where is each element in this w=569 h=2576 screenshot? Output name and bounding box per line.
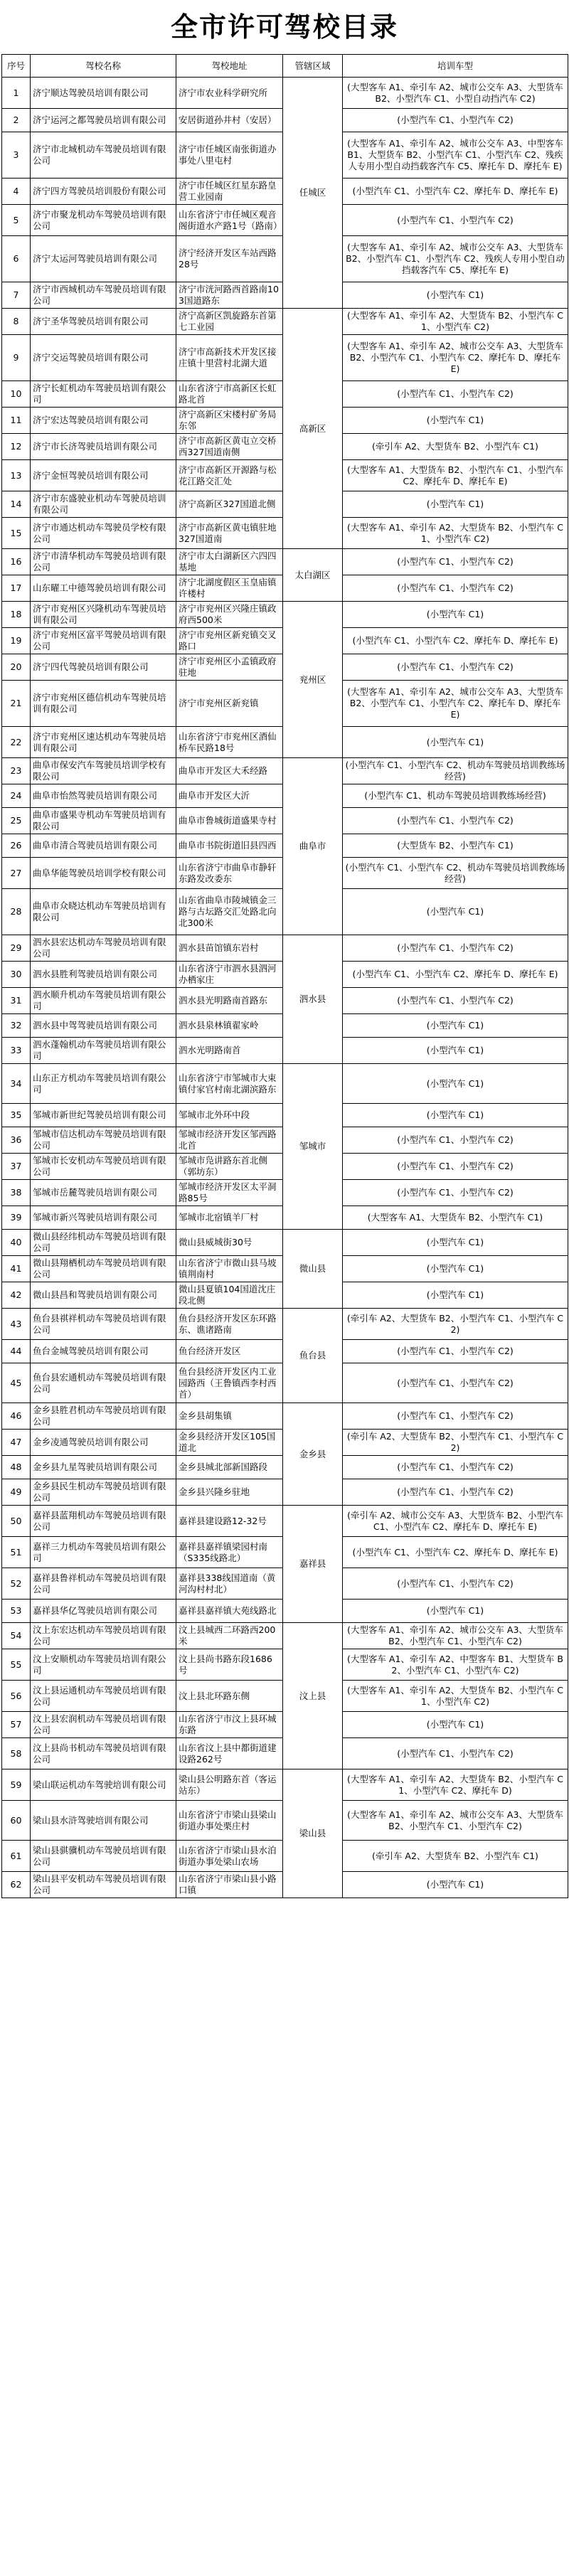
school-name: 济宁市长济驾驶员培训有限公司 [31, 434, 176, 460]
training-vehicle-types: (小型汽车 C1) [343, 1064, 568, 1104]
row-number: 31 [2, 988, 31, 1014]
training-vehicle-types: (大型客车 A1、大型货车 B2、小型汽车 C1) [343, 1206, 568, 1230]
row-number: 28 [2, 889, 31, 935]
row-number: 38 [2, 1180, 31, 1206]
school-name: 曲阜市清合驾驶员培训有限公司 [31, 834, 176, 858]
training-vehicle-types: (小型汽车 C1、小型汽车 C2) [343, 549, 568, 575]
row-number: 44 [2, 1340, 31, 1363]
table-row [2, 758, 568, 784]
school-name: 汶上东宏达机动车驾驶员培训有限公司 [31, 1623, 176, 1649]
school-address: 微山县夏镇104国道沈庄段北侧 [176, 1282, 283, 1309]
school-address: 山东省济宁市梁山县水泊街道办事处梁山农场 [176, 1841, 283, 1872]
training-vehicle-types: (小型汽车 C1、小型汽车 C2) [343, 381, 568, 408]
table-row [2, 1506, 568, 1537]
training-vehicle-types: (大型客车 A1、牵引车 A2、城市公交车 A3、大型货车 B2、小型汽车 C1、小型汽车 C2、摩托车 D、摩托车 E) [343, 335, 568, 381]
training-vehicle-types: (小型汽车 C1) [343, 1282, 568, 1309]
school-name: 邹城市长安机动车驾驶员培训有限公司 [31, 1154, 176, 1180]
school-address: 济宁经济开发区车站西路28号 [176, 236, 283, 282]
school-name: 嘉祥县蓝翔机动车驾驶员培训有限公司 [31, 1506, 176, 1537]
school-name: 鱼台县祺祥机动车驾驶员培训有限公司 [31, 1309, 176, 1340]
school-name: 微山县翔栖机动车驾驶员培训有限公司 [31, 1256, 176, 1282]
school-address: 济宁市高新区黄屯立交桥西327国道南侧 [176, 434, 283, 460]
school-name: 汶上县宏润机动车驾驶员培训有限公司 [31, 1712, 176, 1738]
header-school-name: 驾校名称 [31, 55, 176, 78]
row-number: 49 [2, 1479, 31, 1506]
row-number: 58 [2, 1738, 31, 1769]
training-vehicle-types: (小型汽车 C1、小型汽车 C2) [343, 1340, 568, 1363]
school-address: 泗水光明路南首 [176, 1038, 283, 1064]
school-name: 山东曜工中德驾驶员培训有限公司 [31, 575, 176, 602]
school-name: 泗水县胜利驾驶员培训有限公司 [31, 962, 176, 988]
jurisdiction-region: 金乡县 [283, 1403, 343, 1506]
school-name: 金乡县民生机动车驾驶员培训有限公司 [31, 1479, 176, 1506]
school-name: 梁山县平安机动车驾驶员培训有限公司 [31, 1872, 176, 1898]
school-name: 梁山县骐骥机动车驾驶员培训有限公司 [31, 1841, 176, 1872]
row-number: 45 [2, 1363, 31, 1403]
row-number: 10 [2, 381, 31, 408]
school-address: 济宁市高新区开源路与松花江路交汇处 [176, 460, 283, 491]
driving-school-table [1, 54, 568, 1898]
school-name: 济宁市东盛驶业机动车驾驶员培训有限公司 [31, 491, 176, 518]
school-name: 梁山联运机动车驾驶培训有限公司 [31, 1769, 176, 1801]
training-vehicle-types: (大型客车 A1、牵引车 A2、大型货车 B2、小型汽车 C1、小型汽车 C2) [343, 518, 568, 549]
training-vehicle-types: (大型客车 A1、牵引车 A2、城市公交车 A3、大型货车 B2、小型汽车 C1、小型汽车 C2) [343, 1801, 568, 1841]
school-address: 微山县威城街30号 [176, 1230, 283, 1256]
school-address: 济宁市高新区黄屯镇驻地327国道南 [176, 518, 283, 549]
school-address: 汶上县北环路东侧 [176, 1681, 283, 1712]
training-vehicle-types: (小型汽车 C1、小型汽车 C2、摩托车 D、摩托车 E) [343, 962, 568, 988]
table-row [2, 1769, 568, 1801]
school-address: 山东省济宁市梁山县梁山街道办事处栗庄村 [176, 1801, 283, 1841]
school-address: 济宁市农业科学研究所 [176, 78, 283, 109]
school-address: 鱼台经济开发区 [176, 1340, 283, 1363]
row-number: 46 [2, 1403, 31, 1430]
school-address: 济宁市兖州区新兖镇 [176, 681, 283, 727]
row-number: 4 [2, 179, 31, 205]
school-name: 鱼台县宏通机动车驾驶员培训有限公司 [31, 1363, 176, 1403]
row-number: 1 [2, 78, 31, 109]
school-address: 曲阜市开发区大沂 [176, 784, 283, 808]
school-address: 济宁市任城区红星东路皇营工业园南 [176, 179, 283, 205]
training-vehicle-types: (牵引车 A2、大型货车 B2、小型汽车 C1) [343, 1841, 568, 1872]
school-address: 山东省济宁市微山县马坡镇荆南村 [176, 1256, 283, 1282]
row-number: 35 [2, 1104, 31, 1127]
school-name: 济宁四方驾驶员培训股份有限公司 [31, 179, 176, 205]
row-number: 11 [2, 408, 31, 434]
jurisdiction-region: 梁山县 [283, 1769, 343, 1898]
row-number: 37 [2, 1154, 31, 1180]
training-vehicle-types: (牵引车 A2、城市公交车 A3、大型货车 B2、小型汽车 C1、小型汽车 C2、摩托车 D、摩托车 E) [343, 1506, 568, 1537]
table-row [2, 549, 568, 575]
school-address: 山东省济宁市曲阜市静轩东路发改委东 [176, 858, 283, 889]
training-vehicle-types: (小型汽车 C1、小型汽车 C2、摩托车 D、摩托车 E) [343, 179, 568, 205]
school-name: 微山县经纬机动车驾驶员培训有限公司 [31, 1230, 176, 1256]
row-number: 56 [2, 1681, 31, 1712]
training-vehicle-types: (大型客车 A1、牵引车 A2、城市公交车 A3、大型货车 B2、小型汽车 C1、小型汽车 C2、摩托车 D、摩托车 E) [343, 681, 568, 727]
row-number: 22 [2, 727, 31, 758]
row-number: 42 [2, 1282, 31, 1309]
school-name: 济宁市西城机动车驾驶员培训有限公司 [31, 282, 176, 309]
training-vehicle-types: (小型汽车 C1) [343, 602, 568, 628]
school-name: 微山县昌和驾驶员培训有限公司 [31, 1282, 176, 1309]
jurisdiction-region: 兖州区 [283, 602, 343, 758]
jurisdiction-region: 高新区 [283, 309, 343, 549]
row-number: 13 [2, 460, 31, 491]
school-name: 济宁市通达机动车驾驶员学校有限公司 [31, 518, 176, 549]
school-name: 济宁市兖州区德信机动车驾驶员培训有限公司 [31, 681, 176, 727]
school-name: 山东正方机动车驾驶员培训有限公司 [31, 1064, 176, 1104]
school-name: 汶上县尚书机动车驾驶员培训有限公司 [31, 1738, 176, 1769]
school-address: 金乡县兴隆乡驻地 [176, 1479, 283, 1506]
table-header-row [2, 55, 568, 78]
row-number: 23 [2, 758, 31, 784]
jurisdiction-region: 邹城市 [283, 1064, 343, 1230]
school-name: 曲阜市保安汽车驾驶员培训学校有限公司 [31, 758, 176, 784]
row-number: 25 [2, 808, 31, 834]
page-title: 全市许可驾校目录 [170, 11, 398, 43]
school-address: 嘉祥县338线国道南（黄河沟村村北） [176, 1568, 283, 1600]
school-name: 邹城市新世纪驾驶员培训有限公司 [31, 1104, 176, 1127]
training-vehicle-types: (牵引车 A2、大型货车 B2、小型汽车 C1、小型汽车 C2) [343, 1430, 568, 1456]
school-address: 曲阜市书院街道旧县四西 [176, 834, 283, 858]
row-number: 7 [2, 282, 31, 309]
school-address: 泗水县苗馆镇东岩村 [176, 935, 283, 962]
row-number: 34 [2, 1064, 31, 1104]
training-vehicle-types: (小型汽车 C1) [343, 1014, 568, 1038]
training-vehicle-types: (小型汽车 C1) [343, 1712, 568, 1738]
school-name: 曲阜华能驾驶员培训学校有限公司 [31, 858, 176, 889]
training-vehicle-types: (小型汽车 C1) [343, 889, 568, 935]
school-name: 济宁宏达驾驶员培训有限公司 [31, 408, 176, 434]
school-name: 济宁长虹机动车驾驶员培训有限公司 [31, 381, 176, 408]
school-name: 嘉祥三力机动车驾驶员培训有限公司 [31, 1537, 176, 1568]
row-number: 16 [2, 549, 31, 575]
school-address: 嘉祥县建设路12-32号 [176, 1506, 283, 1537]
table-row [2, 78, 568, 109]
training-vehicle-types: (小型汽车 C1、小型汽车 C2) [343, 1363, 568, 1403]
school-name: 济宁太运河驾驶员培训有限公司 [31, 236, 176, 282]
school-name: 曲阜市众晓达机动车驾驶员培训有限公司 [31, 889, 176, 935]
row-number: 60 [2, 1801, 31, 1841]
training-vehicle-types: (大型客车 A1、大型货车 B2、小型汽车 C1、小型汽车 C2、摩托车 D、摩托车 E) [343, 460, 568, 491]
table-row [2, 1403, 568, 1430]
training-vehicle-types: (小型汽车 C1、小型汽车 C2) [343, 109, 568, 132]
row-number: 55 [2, 1649, 31, 1681]
training-vehicle-types: (大型客车 A1、牵引车 A2、中型客车 B1、大型货车 B2、小型汽车 C1、小型汽车 C2) [343, 1649, 568, 1681]
row-number: 5 [2, 205, 31, 236]
school-address: 金乡县胡集镇 [176, 1403, 283, 1430]
school-address: 泗水县泉林镇翟家岭 [176, 1014, 283, 1038]
school-address: 山东省曲阜市陵城镇金三路与古坛路交汇处路北向北300米 [176, 889, 283, 935]
jurisdiction-region: 太白湖区 [283, 549, 343, 602]
school-address: 山东省汶上县中都街道建设路262号 [176, 1738, 283, 1769]
training-vehicle-types: (大型客车 A1、牵引车 A2、城市公交车 A3、大型货车 B2、小型汽车 C1、小型汽车 C2、残疾人专用小型自动挡载客汽车 C5、摩托车 E) [343, 236, 568, 282]
school-address: 梁山县公明路东首（客运站东） [176, 1769, 283, 1801]
table-row [2, 309, 568, 335]
school-address: 曲阜市开发区大禾经路 [176, 758, 283, 784]
school-name: 济宁圣华驾驶员培训有限公司 [31, 309, 176, 335]
row-number: 27 [2, 858, 31, 889]
row-number: 15 [2, 518, 31, 549]
jurisdiction-region: 泗水县 [283, 935, 343, 1064]
school-address: 济宁北湖度假区玉皇庙镇许楼村 [176, 575, 283, 602]
table-row [2, 935, 568, 962]
training-vehicle-types: (小型汽车 C1、小型汽车 C2) [343, 205, 568, 236]
header-jurisdiction: 管辖区域 [283, 55, 343, 78]
row-number: 48 [2, 1456, 31, 1479]
row-number: 21 [2, 681, 31, 727]
school-name: 济宁运河之都驾驶员培训有限公司 [31, 109, 176, 132]
school-address: 济宁高新区宋楼村矿务局东邻 [176, 408, 283, 434]
training-vehicle-types: (小型汽车 C1、小型汽车 C2) [343, 1456, 568, 1479]
row-number: 8 [2, 309, 31, 335]
table-row [2, 1309, 568, 1340]
school-name: 济宁市聚龙机动车驾驶员培训有限公司 [31, 205, 176, 236]
table-row [2, 1623, 568, 1649]
school-address: 金乡县城北部新国路段 [176, 1456, 283, 1479]
school-address: 济宁市兖州区兴隆庄镇政府西500米 [176, 602, 283, 628]
jurisdiction-region: 鱼台县 [283, 1309, 343, 1403]
row-number: 6 [2, 236, 31, 282]
jurisdiction-region: 曲阜市 [283, 758, 343, 935]
row-number: 41 [2, 1256, 31, 1282]
row-number: 61 [2, 1841, 31, 1872]
jurisdiction-region: 微山县 [283, 1230, 343, 1309]
school-name: 汶上安顺机动车驾驶员培训有限公司 [31, 1649, 176, 1681]
row-number: 9 [2, 335, 31, 381]
school-name: 邹城市新兴驾驶员培训有限公司 [31, 1206, 176, 1230]
training-vehicle-types: (小型汽车 C1、小型汽车 C2) [343, 1403, 568, 1430]
row-number: 19 [2, 628, 31, 654]
training-vehicle-types: (大型客车 A1、牵引车 A2、城市公交车 A3、大型货车 B2、小型汽车 C1、小型自动挡汽车 C2) [343, 78, 568, 109]
school-name: 鱼台金城驾驶员培训有限公司 [31, 1340, 176, 1363]
training-vehicle-types: (小型汽车 C1) [343, 282, 568, 309]
school-name: 济宁金恒驾驶员培训有限公司 [31, 460, 176, 491]
school-address: 山东省济宁市任城区观音阁街道水产路1号（路南） [176, 205, 283, 236]
training-vehicle-types: (小型汽车 C1、小型汽车 C2) [343, 1479, 568, 1506]
row-number: 32 [2, 1014, 31, 1038]
training-vehicle-types: (大型客车 A1、牵引车 A2、大型货车 B2、小型汽车 C1、小型汽车 C2) [343, 1681, 568, 1712]
training-vehicle-types: (小型汽车 C1、小型汽车 C2) [343, 988, 568, 1014]
training-vehicle-types: (牵引车 A2、大型货车 B2、小型汽车 C1、小型汽车 C2) [343, 1309, 568, 1340]
school-address: 济宁市任城区南张街道办事处八里屯村 [176, 132, 283, 179]
school-address: 汶上县城西二环路西200米 [176, 1623, 283, 1649]
school-address: 嘉祥县嘉祥镇大苑线路北 [176, 1600, 283, 1623]
training-vehicle-types: (大型客车 A1、牵引车 A2、城市公交车 A3、中型客车 B1、大型货车 B2、小型汽车 C1、小型汽车 C2、残疾人专用小型自动挡载客汽车 C5、摩托车 D、摩托车 E) [343, 132, 568, 179]
row-number: 51 [2, 1537, 31, 1568]
row-number: 36 [2, 1127, 31, 1154]
training-vehicle-types: (小型汽车 C1) [343, 1038, 568, 1064]
training-vehicle-types: (小型汽车 C1) [343, 491, 568, 518]
row-number: 40 [2, 1230, 31, 1256]
header-school-address: 驾校地址 [176, 55, 283, 78]
school-name: 济宁市兖州区兴隆机动车驾驶员培训有限公司 [31, 602, 176, 628]
row-number: 47 [2, 1430, 31, 1456]
training-vehicle-types: (小型汽车 C1) [343, 1230, 568, 1256]
training-vehicle-types: (大型货车 B2、小型汽车 C1) [343, 834, 568, 858]
row-number: 18 [2, 602, 31, 628]
school-address: 安居街道孙井村（安居） [176, 109, 283, 132]
school-address: 济宁市兖州区新兖镇交叉路口 [176, 628, 283, 654]
row-number: 53 [2, 1600, 31, 1623]
school-address: 鱼台县经济开发区内工业园路西（王鲁镇西李村西首） [176, 1363, 283, 1403]
school-name: 济宁市兖州区速达机动车驾驶员培训有限公司 [31, 727, 176, 758]
training-vehicle-types: (大型客车 A1、牵引车 A2、大型货车 B2、小型汽车 C1、小型汽车 C2) [343, 309, 568, 335]
training-vehicle-types: (大型客车 A1、牵引车 A2、大型货车 B2、小型汽车 C1、小型汽车 C2、摩托车 D) [343, 1769, 568, 1801]
table-row [2, 1230, 568, 1256]
school-address: 邹城市凫讲路东首北侧（郭坊东） [176, 1154, 283, 1180]
school-address: 山东省济宁市梁山县小路口镇 [176, 1872, 283, 1898]
school-name: 金乡县九星驾驶员培训有限公司 [31, 1456, 176, 1479]
school-name: 嘉祥县华亿驾驶员培训有限公司 [31, 1600, 176, 1623]
school-address: 山东省济宁市邹城市大束镇付家官村南北湖滨路东 [176, 1064, 283, 1104]
school-name: 金乡凌通驾驶员培训有限公司 [31, 1430, 176, 1456]
training-vehicle-types: (小型汽车 C1、小型汽车 C2、摩托车 D、摩托车 E) [343, 1537, 568, 1568]
training-vehicle-types: (小型汽车 C1) [343, 727, 568, 758]
training-vehicle-types: (小型汽车 C1、小型汽车 C2、摩托车 D、摩托车 E) [343, 628, 568, 654]
header-training-types: 培训车型 [343, 55, 568, 78]
school-address: 鱼台县经济开发区东环路东、谯诸路南 [176, 1309, 283, 1340]
school-address: 曲阜市鲁城街道盛果寺村 [176, 808, 283, 834]
row-number: 3 [2, 132, 31, 179]
training-vehicle-types: (小型汽车 C1、小型汽车 C2) [343, 1180, 568, 1206]
school-name: 梁山县水浒驾驶培训有限公司 [31, 1801, 176, 1841]
training-vehicle-types: (小型汽车 C1、小型汽车 C2) [343, 575, 568, 602]
school-name: 泗水县中驾驾驶员培训有限公司 [31, 1014, 176, 1038]
row-number: 62 [2, 1872, 31, 1898]
training-vehicle-types: (小型汽车 C1、小型汽车 C2、机动车驾驶员培训教练场经营) [343, 758, 568, 784]
training-vehicle-types: (小型汽车 C1、小型汽车 C2) [343, 1154, 568, 1180]
school-name: 济宁顺达驾驶员培训有限公司 [31, 78, 176, 109]
school-address: 山东省济宁市兖州区酒仙桥车民路18号 [176, 727, 283, 758]
row-number: 39 [2, 1206, 31, 1230]
row-number: 20 [2, 654, 31, 681]
row-number: 43 [2, 1309, 31, 1340]
row-number: 59 [2, 1769, 31, 1801]
school-name: 曲阜市盛果寺机动车驾驶员培训有限公司 [31, 808, 176, 834]
row-number: 17 [2, 575, 31, 602]
training-vehicle-types: (小型汽车 C1、小型汽车 C2) [343, 1738, 568, 1769]
school-address: 邹城市北宿镇羊厂村 [176, 1206, 283, 1230]
training-vehicle-types: (小型汽车 C1、小型汽车 C2) [343, 654, 568, 681]
school-address: 嘉祥县嘉祥镇梁园村南（S335线路北） [176, 1537, 283, 1568]
school-address: 汶上县尚书路东段1686号 [176, 1649, 283, 1681]
row-number: 14 [2, 491, 31, 518]
school-name: 金乡县胜君机动车驾驶员培训有限公司 [31, 1403, 176, 1430]
school-address: 济宁市太白湖新区六四四基地 [176, 549, 283, 575]
school-address: 邹城市北外环中段 [176, 1104, 283, 1127]
school-address: 山东省济宁市高新区长虹路北首 [176, 381, 283, 408]
row-number: 57 [2, 1712, 31, 1738]
school-name: 邹城市岳麓驾驶员培训有限公司 [31, 1180, 176, 1206]
row-number: 54 [2, 1623, 31, 1649]
school-name: 曲阜市怡然驾驶员培训有限公司 [31, 784, 176, 808]
training-vehicle-types: (小型汽车 C1) [343, 1256, 568, 1282]
training-vehicle-types: (小型汽车 C1、小型汽车 C2) [343, 935, 568, 962]
table-body [2, 78, 568, 1898]
school-address: 邹城市经济开发区太平洞路85号 [176, 1180, 283, 1206]
training-vehicle-types: (小型汽车 C1) [343, 1600, 568, 1623]
school-address: 金乡县经济开发区105国道北 [176, 1430, 283, 1456]
school-name: 济宁市清华机动车驾驶员培训有限公司 [31, 549, 176, 575]
school-name: 嘉祥县鲁祥机动车驾驶员培训有限公司 [31, 1568, 176, 1600]
row-number: 33 [2, 1038, 31, 1064]
training-vehicle-types: (牵引车 A2、大型货车 B2、小型汽车 C1) [343, 434, 568, 460]
training-vehicle-types: (小型汽车 C1、小型汽车 C2、机动车驾驶员培训教练场经营) [343, 858, 568, 889]
school-name: 济宁市兖州区富平驾驶员培训有限公司 [31, 628, 176, 654]
school-address: 邹城市经济开发区邹西路北首 [176, 1127, 283, 1154]
table-row [2, 602, 568, 628]
school-address: 济宁市高新技术开发区接庄镇十里营村北湖大道 [176, 335, 283, 381]
training-vehicle-types: (小型汽车 C1、小型汽车 C2) [343, 1127, 568, 1154]
school-address: 济宁市兖州区小孟镇政府驻地 [176, 654, 283, 681]
school-name: 济宁四代驾驶员培训有限公司 [31, 654, 176, 681]
school-name: 邹城市信达机动车驾驶员培训有限公司 [31, 1127, 176, 1154]
training-vehicle-types: (小型汽车 C1) [343, 1872, 568, 1898]
jurisdiction-region: 任城区 [283, 78, 343, 309]
school-name: 济宁交运驾驶员培训有限公司 [31, 335, 176, 381]
school-name: 汶上县运通机动车驾驶员培训有限公司 [31, 1681, 176, 1712]
training-vehicle-types: (小型汽车 C1、小型汽车 C2) [343, 808, 568, 834]
school-name: 济宁市北城机动车驾驶员培训有限公司 [31, 132, 176, 179]
school-address: 山东省济宁市泗水县泗河办栖家庄 [176, 962, 283, 988]
jurisdiction-region: 嘉祥县 [283, 1506, 343, 1623]
school-name: 泗水县宏达机动车驾驶员培训有限公司 [31, 935, 176, 962]
row-number: 26 [2, 834, 31, 858]
jurisdiction-region: 汶上县 [283, 1623, 343, 1769]
row-number: 2 [2, 109, 31, 132]
row-number: 52 [2, 1568, 31, 1600]
training-vehicle-types: (大型客车 A1、牵引车 A2、城市公交车 A3、大型货车 B2、小型汽车 C1、小型汽车 C2) [343, 1623, 568, 1649]
training-vehicle-types: (小型汽车 C1、机动车驾驶员培训教练场经营) [343, 784, 568, 808]
school-name: 泗水顺升机动车驾驶员培训有限公司 [31, 988, 176, 1014]
school-address: 泗水县光明路南首路东 [176, 988, 283, 1014]
school-address: 济宁市洸河路西首路南103国道路东 [176, 282, 283, 309]
table-row [2, 1064, 568, 1104]
row-number: 29 [2, 935, 31, 962]
school-address: 山东省济宁市汶上县环城东路 [176, 1712, 283, 1738]
row-number: 12 [2, 434, 31, 460]
row-number: 50 [2, 1506, 31, 1537]
header-number: 序号 [2, 55, 31, 78]
row-number: 30 [2, 962, 31, 988]
school-name: 泗水蓬翰机动车驾驶员培训有限公司 [31, 1038, 176, 1064]
training-vehicle-types: (小型汽车 C1、小型汽车 C2) [343, 1568, 568, 1600]
training-vehicle-types: (小型汽车 C1) [343, 408, 568, 434]
school-address: 济宁高新区凯旋路东首第七工业园 [176, 309, 283, 335]
row-number: 24 [2, 784, 31, 808]
training-vehicle-types: (小型汽车 C1) [343, 1104, 568, 1127]
school-address: 济宁高新区327国道北侧 [176, 491, 283, 518]
